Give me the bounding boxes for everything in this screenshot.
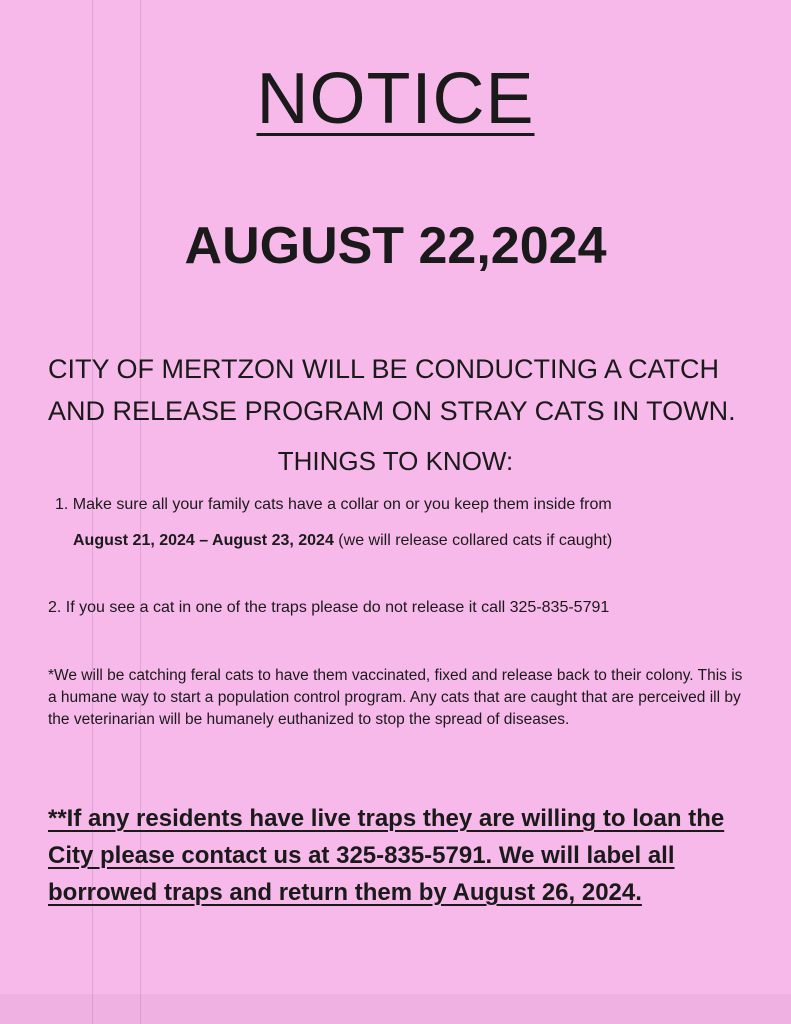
notice-title: NOTICE: [256, 59, 535, 139]
notice-date: AUGUST 22,2024: [184, 217, 607, 275]
things-to-know-heading: THINGS TO KNOW:: [277, 446, 514, 476]
instruction-item-1-dates: [73, 531, 612, 551]
instruction-item-2: 2. If you see a cat in one of the traps please do not release it call 325-835-5791: [48, 599, 610, 616]
program-headline: CITY OF MERTZON WILL BE CONDUCTING A CATCH AND RELEASE PROGRAM ON STRAY CATS IN TOWN.: [48, 354, 736, 426]
feral-cat-note: *We will be catching feral cats to have them vaccinated, fixed and release back to their colony. This is a humane way to start a population control program. Any cats that are caught that are perceived ill by the veterinarian will be humanely euthanized to stop the spread of diseases.: [48, 667, 743, 728]
scan-edge-shade: [0, 994, 791, 1024]
live-trap-callout: **If any residents have live traps they are willing to loan the City please contact us at 325-835-5791. We will label all borrowed traps and return them by August 26, 2024.: [48, 805, 725, 906]
instruction-item-1: 1. Make sure all your family cats have a collar on or you keep them inside from: [55, 496, 612, 513]
date-range-note: (we will release collared cats if caught): [333, 532, 613, 549]
date-range: August 21, 2024 – August 23, 2024: [73, 532, 334, 549]
